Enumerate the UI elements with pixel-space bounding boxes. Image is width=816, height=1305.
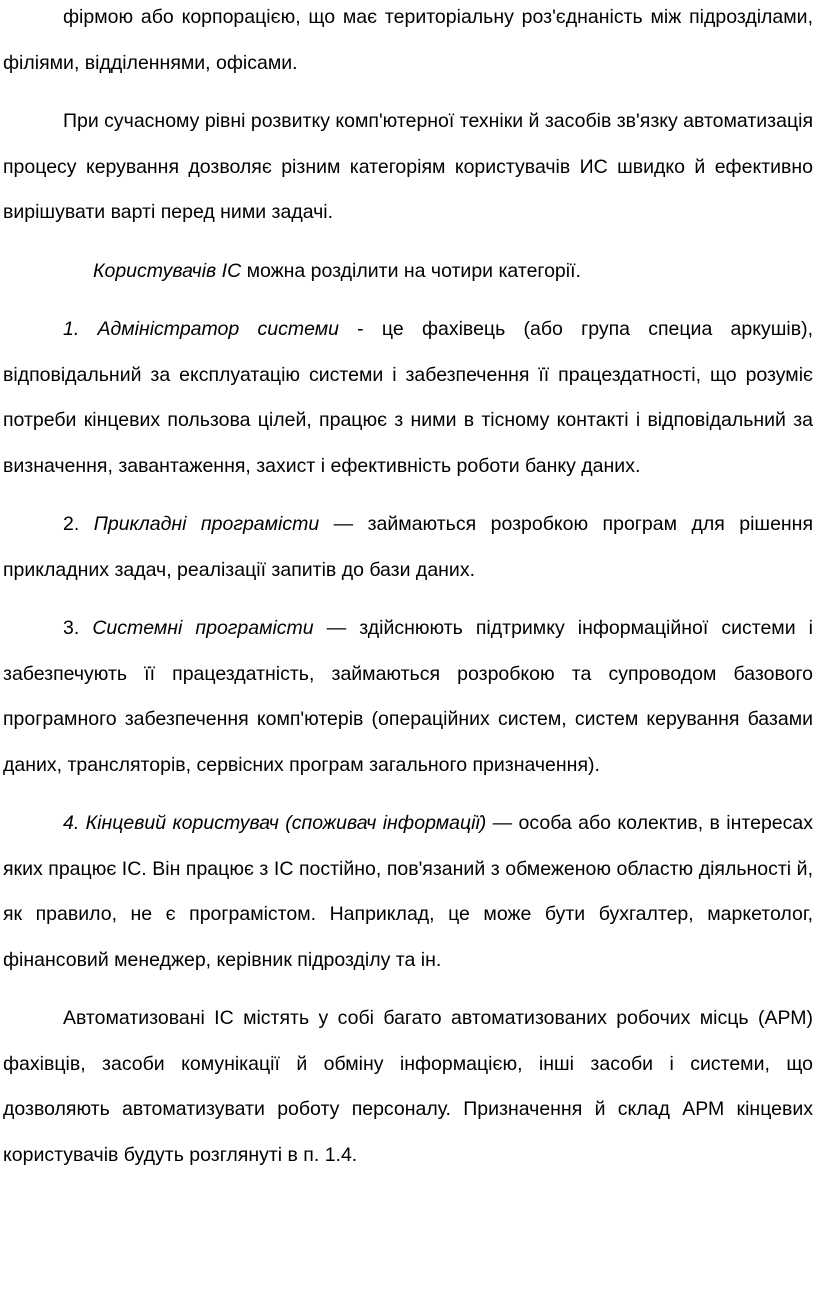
term-end-user: 4. Кінцевий користувач (споживач інформації) [63,812,487,834]
paragraph-user-categories [3,249,813,295]
term-applied-programmers: Прикладні програмісти [93,513,320,535]
term-administrator: 1. Адміністратор системи [63,318,339,340]
paragraph-automated-is: Автоматизовані ІС містять у собі багато автоматизованих робочих місць (АРМ) фахівців, засоби комунікації й обміну інформацією, інші засоби і системи, що дозволяють автоматизувати роботу персоналу. Призначення й склад АРМ кінцевих користувачів будуть розглянуті в п. 1.4. [3,1007,813,1166]
list-item-applied-programmers [3,502,813,593]
paragraph-continuation: фірмою або корпорацією, що має територіальну роз'єднаність між підрозділами, філіями, відділеннями, офісами. [3,6,813,74]
list-number: 3. [63,617,93,639]
document-page [3,0,813,1178]
term-is-users: Користувачів ІС [93,259,242,282]
paragraph-text: можна розділити на чотири категорії. [241,259,581,282]
term-system-programmers: Системні програмісти [92,617,314,639]
list-item-system-programmers [3,606,813,788]
paragraph-text: — здійснюють підтримку інформаційної системи і забезпечують її працездатність, займаються розробкою та супроводом базового програмного забезпечення комп'ютерів (операційних систем, систем керування базами даних, трансляторів, сервісних програм загального призначення). [3,617,813,776]
paragraph-text: — особа або колектив, в інтересах яких працює ІС. Він працює з ІС постійно, пов'язаний з обмеженою областю діяльності й, як правило, не є програмістом. Наприклад, це може бути бухгалтер, маркетолог, фінансовий менеджер, керівник підрозділу та ін. [3,812,813,971]
paragraph-text: - це фахівець (або група специа аркушів), відповідальний за експлуатацію системи і забезпечення її працездатності, що розуміє потреби кінцевих пользова цілей, працює з ними в тісному контакті і відповідальний за визначення, завантаження, захист і ефективність роботи банку даних. [3,318,813,477]
list-number: 2. [63,513,94,535]
list-item-end-user [3,801,813,983]
paragraph-automation-intro: При сучасному рівні розвитку комп'ютерної техніки й засобів зв'язку автоматизація процесу керування дозволяє різним категоріям користувачів ИС швидко й ефективно вирішувати варті перед ними задачі. [3,110,814,223]
paragraph-text: — займаються розробкою програм для рішення прикладних задач, реалізації запитів до бази даних. [3,513,814,581]
list-item-administrator [3,307,813,489]
